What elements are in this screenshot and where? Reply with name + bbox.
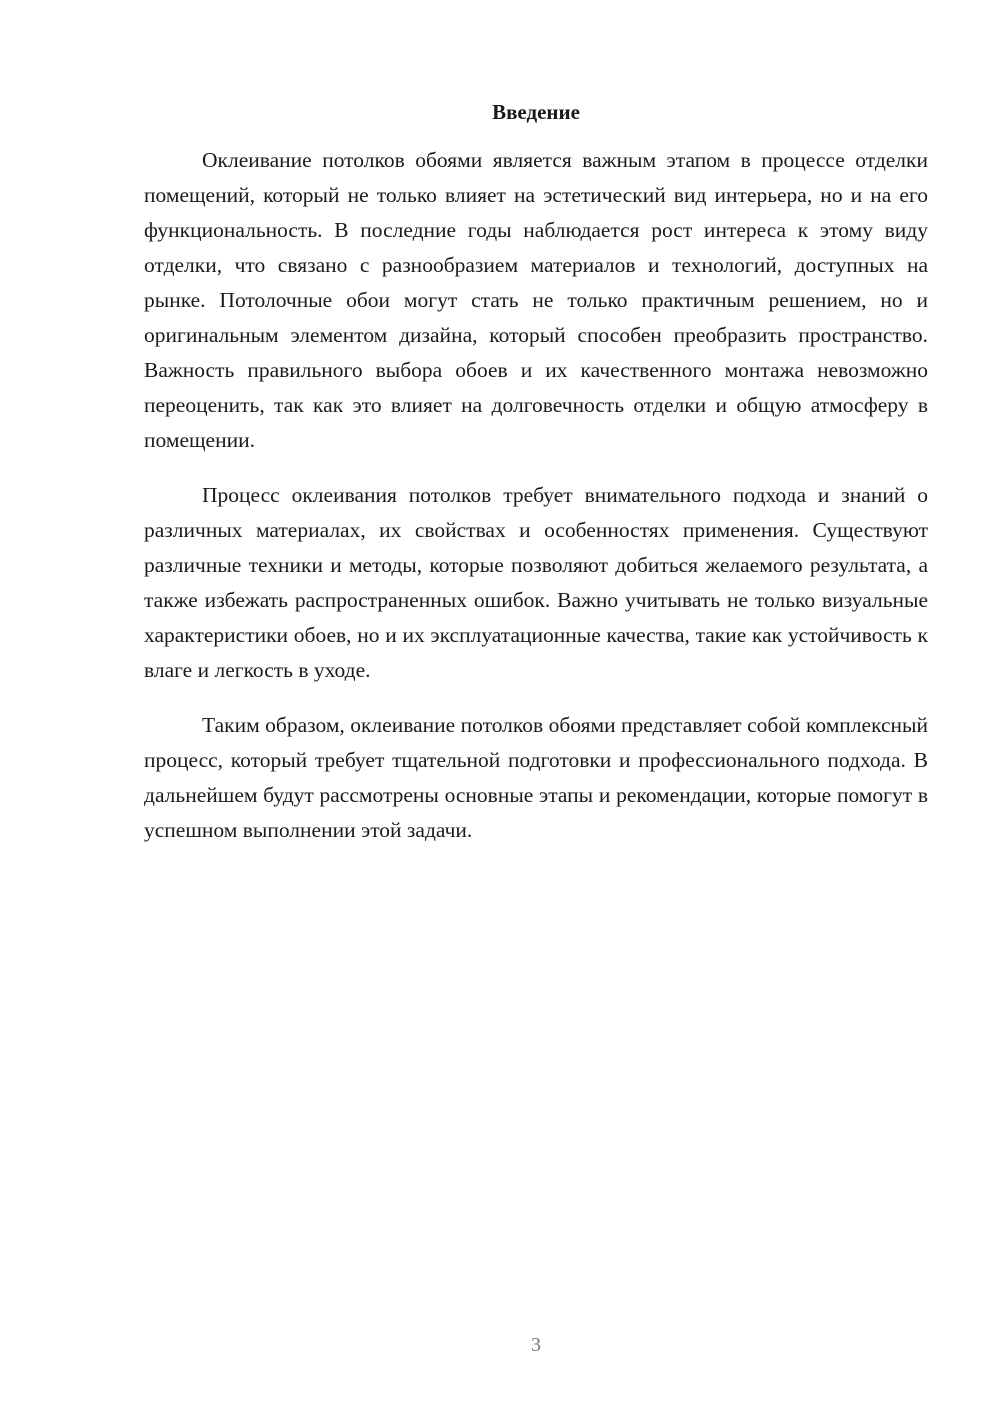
paragraph-2: Процесс оклеивания потолков требует внимательного подхода и знаний о различных материалах, их свойствах и особенностях применения. Существуют различные техники и методы, которые позволяют добиться желаемого результата, а также избежать распространенных ошибок. Важно учитывать не только визуальные характеристики обоев, но и их эксплуатационные качества, такие как устойчивость к влаге и легкость в уходе. xyxy=(144,483,928,682)
page-number: 3 xyxy=(531,1334,541,1356)
body-text xyxy=(144,143,928,868)
paragraph-1: Оклеивание потолков обоями является важным этапом в процессе отделки помещений, который не только влияет на эстетический вид интерьера, но и на его функциональность. В последние годы наблюдается рост интереса к этому виду отделки, что связано с разнообразием материалов и технологий, доступных на рынке. Потолочные обои могут стать не только практичным решением, но и оригинальным элементом дизайна, который способен преобразить пространство. Важность правильного выбора обоев и их качественного монтажа невозможно переоценить, так как это влияет на долговечность отделки и общую атмосферу в помещении. xyxy=(144,148,928,452)
section-heading: Введение xyxy=(492,100,580,124)
paragraph-3: Таким образом, оклеивание потолков обоями представляет собой комплексный процесс, который требует тщательной подготовки и профессионального подхода. В дальнейшем будут рассмотрены основные этапы и рекомендации, которые помогут в успешном выполнении этой задачи. xyxy=(144,713,928,842)
